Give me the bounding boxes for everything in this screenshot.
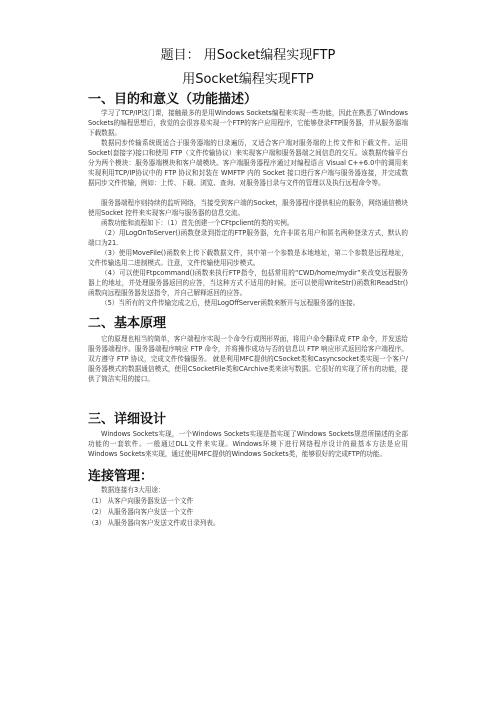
section-1-paragraph: 服务器端程序则持续的监听网络，当接受到客户端的Socket，服务器程序提供相应的服务，网络通信模块使用Socket 控件来实现客户端与服务器的信息交流。 xyxy=(88,199,408,217)
section-4-heading: 连接管理： xyxy=(88,469,154,484)
section-1-paragraph: （5）当所有的文件传输完成之后，使用LogOffServer函数来断开与远程服务器的连接。 xyxy=(101,299,360,307)
list-item: （2） 从服务器向客户发送一个文件 xyxy=(88,508,194,516)
section-4-paragraph: 数据连接有3大用途： xyxy=(101,486,165,494)
section-1-paragraph: （3）使用MoveFile()函数来上传下载数据文件，其中第一个参数是本地地址，第二个参数是远程地址，文件传输选用二进制模式。注意，文件传输使用同步模式。 xyxy=(88,249,408,267)
document-title: 题目： 用Socket编程实现FTP xyxy=(160,48,336,63)
section-3-paragraph: Windows Sockets实现，一个Windows Sockets实现是指实现了Windows Sockets规范所描述的全部功能的一套软件。一般通过DLL文件来实现。Windows环境下进行网络程序设计的最基本方法是应用Windows Sockets来实现，通过使用MFC提供的Windows Sockets类，能够很好的完成FTP的功能。 xyxy=(88,430,408,458)
section-1-heading: 一、目的和意义（功能描述） xyxy=(88,92,258,107)
section-1-paragraph: 函数功能和流程如下：（1）首先创建一个CFtpclient的类的实例。 xyxy=(101,219,294,227)
section-1-paragraph: （2）用LogOnToServer()函数登录到指定的FTP服务器，允许非匿名用户和匿名两种登录方式，默认的端口为21. xyxy=(88,229,408,247)
section-1-paragraph: 学习了TCP/IP这门课，接触最多的是用Windows Sockets编程来实现一些功能，因此在熟悉了Windows Sockets的编程思想后，我觉的会很容易实现一个FTP的客户应用程序，它能够登录FTP服务器，并从服务器端下载数据。 xyxy=(88,109,408,137)
document-subtitle: 用Socket编程实现FTP xyxy=(182,72,314,87)
section-1-paragraph: （4）可以使用Ftpcommand()函数来执行FTP指令，包括常用的“CWD/home/mydir”来改变远程服务器上的地址，并处理服务器返回的应答，当这种方式不适用的时候，还可以使用WriteStr()函数和ReadStr()函数向远程服务器发送指令，并自己解释返回的应答。 xyxy=(88,269,408,297)
list-item: （3） 从服务器向客户发送文件或目录列表。 xyxy=(88,519,220,527)
section-3-heading: 三、详细设计 xyxy=(88,412,167,427)
section-2-heading: 二、基本原理 xyxy=(88,316,167,331)
list-item: （1） 从客户向服务器发送一个文件 xyxy=(88,497,194,505)
section-2-paragraph: 它的原理也相当的简单，客户端程序实现一个命令行或图形界面，将用户命令翻译成 FTP 命令，并发送给服务器端程序。服务器端程序响应 FTP 命令，并将操作成功与否的信息以 FTP 响应形式返回给客户端程序。双方遵守 FTP 协议，完成文件传输服务。 就是利用MFC提供的CSocket类和Casyncsocket类实现一个客户/服务器模式的数据通信模式，使用CSocketFile类和CArchive类来读写数据。它很好的实现了所有的功能，提供了简洁实用的接口。 xyxy=(88,335,408,383)
section-1-paragraph: 数据同步传输系统既适合于服务器端的目录遍历，又适合客户端对服务端的上传文件和下载文件。运用Socket(套接字)接口和使用 FTP（文件传输协议）来实现客户端和服务器端之间信息的交互。该数据传输平台分为两个模块：服务器端模块和客户端模块。客户端服务器程序通过对编程语言 Visual C++6.0中的调用来实现利用TCP/IP协议中的 FTP 协议和封装在 WMFTP 内的 Socket 接口进行客户端与服务器连接，并完成数据同步文件传输，例如：上传、下载、浏览、查询、对服务器目录与文件的管理以及执行远程命令等。 xyxy=(88,139,408,187)
